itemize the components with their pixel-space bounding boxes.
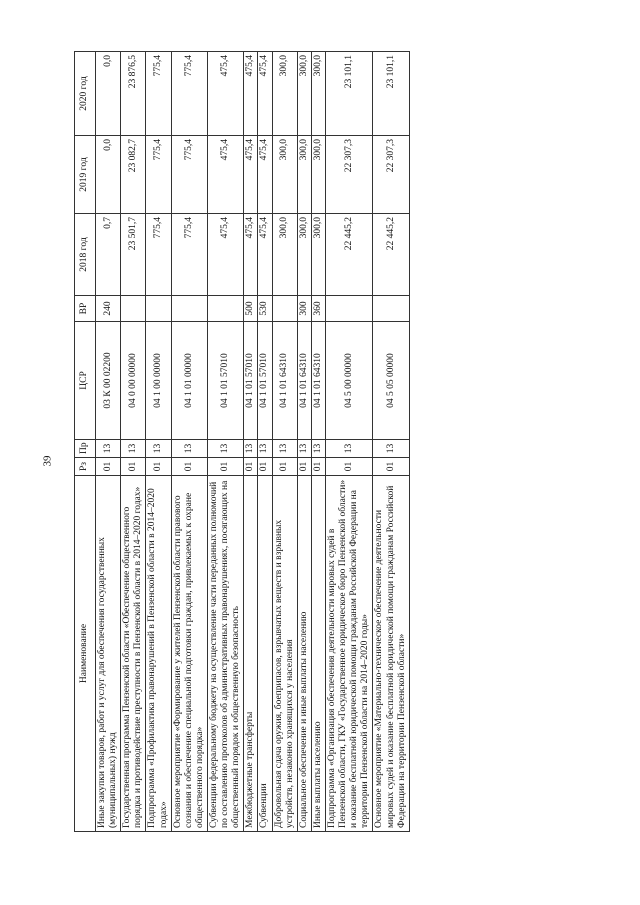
row-2019: 775,4 (171, 136, 207, 214)
row-vr (121, 296, 146, 322)
row-2020: 23 101,1 (325, 52, 372, 136)
table-row (311, 52, 325, 832)
row-2020: 300,0 (311, 52, 325, 136)
row-name: Иные выплаты населению (311, 476, 325, 832)
row-2020: 475,4 (244, 52, 258, 136)
row-2018: 22 445,2 (325, 214, 372, 296)
row-2018: 475,4 (244, 214, 258, 296)
row-2018: 475,4 (258, 214, 272, 296)
table-header-row (75, 52, 96, 832)
column-header-pr: Пр (75, 440, 96, 458)
row-pr: 13 (121, 440, 146, 458)
row-2020: 475,4 (207, 52, 243, 136)
row-2020: 23 101,1 (373, 52, 409, 136)
row-pr: 13 (207, 440, 243, 458)
row-2019: 300,0 (311, 136, 325, 214)
row-csr: 04 1 01 64310 (311, 322, 325, 440)
row-2019: 475,4 (207, 136, 243, 214)
row-csr: 04 1 01 57010 (207, 322, 243, 440)
row-vr: 300 (297, 296, 311, 322)
table-row (244, 52, 258, 832)
row-csr: 04 1 01 00000 (171, 322, 207, 440)
row-csr: 04 0 00 00000 (121, 322, 146, 440)
row-2018: 22 445,2 (373, 214, 409, 296)
row-pr: 13 (325, 440, 372, 458)
row-vr: 500 (244, 296, 258, 322)
row-vr: 360 (311, 296, 325, 322)
row-pr: 13 (373, 440, 409, 458)
row-csr: 03 К 00 02200 (96, 322, 121, 440)
row-csr: 04 1 01 57010 (244, 322, 258, 440)
row-2019: 300,0 (272, 136, 297, 214)
table-row (146, 52, 171, 832)
row-vr (325, 296, 372, 322)
budget-table (74, 51, 410, 832)
row-csr: 04 5 05 00000 (373, 322, 409, 440)
row-rz: 01 (171, 458, 207, 476)
row-csr: 04 5 00 00000 (325, 322, 372, 440)
row-name: Подпрограмма «Профилактика правонарушений в Пензенской области в 2014–2020 годах» (146, 476, 171, 832)
row-pr: 13 (146, 440, 171, 458)
row-pr: 13 (96, 440, 121, 458)
row-2019: 23 082,7 (121, 136, 146, 214)
row-2020: 775,4 (146, 52, 171, 136)
row-rz: 01 (325, 458, 372, 476)
row-2018: 775,4 (146, 214, 171, 296)
row-rz: 01 (258, 458, 272, 476)
row-pr: 13 (171, 440, 207, 458)
row-name: Иные закупки товаров, работ и услуг для обеспечения государственных (муниципальных) нужд (96, 476, 121, 832)
row-rz: 01 (244, 458, 258, 476)
row-2020: 300,0 (272, 52, 297, 136)
row-pr: 13 (258, 440, 272, 458)
row-2018: 300,0 (297, 214, 311, 296)
row-2019: 475,4 (244, 136, 258, 214)
row-2019: 22 307,3 (373, 136, 409, 214)
row-vr (171, 296, 207, 322)
row-pr: 13 (244, 440, 258, 458)
row-2018: 300,0 (272, 214, 297, 296)
row-2018: 775,4 (171, 214, 207, 296)
row-rz: 01 (297, 458, 311, 476)
row-name: Социальное обеспечение и иные выплаты населению (297, 476, 311, 832)
row-2019: 0,0 (96, 136, 121, 214)
row-name: Субвенции федеральному бюджету на осуществление части переданных полномочий по составлению протоколов об административных правонарушениях, посягающих на общественный порядок и общественную безопасность (207, 476, 243, 832)
row-2019: 22 307,3 (325, 136, 372, 214)
column-header-vr: ВР (75, 296, 96, 322)
column-header-name: Наименование (75, 476, 96, 832)
row-name: Основное мероприятие «Материально-техническое обеспечение деятельности мировых судей и оказание бесплатной юридической помощи гражданам Российской Федерации на территории Пензенской области» (373, 476, 409, 832)
column-header-rz: Рз (75, 458, 96, 476)
row-rz: 01 (146, 458, 171, 476)
row-csr: 04 1 01 57010 (258, 322, 272, 440)
row-name: Добровольная сдача оружия, боеприпасов, взрывчатых веществ и взрывных устройств, незаконно хранящихся у населения (272, 476, 297, 832)
row-2018: 0,7 (96, 214, 121, 296)
row-2018: 300,0 (311, 214, 325, 296)
row-vr (272, 296, 297, 322)
table-row (96, 52, 121, 832)
table-row (325, 52, 372, 832)
row-rz: 01 (121, 458, 146, 476)
row-2020: 300,0 (297, 52, 311, 136)
row-csr: 04 1 00 00000 (146, 322, 171, 440)
page-number: 39 (41, 455, 54, 467)
row-name: Основное мероприятие «Формирование у жителей Пензенской области правового сознания и обеспечение специальной подготовки граждан, привлекаемых к охране общественного порядка» (171, 476, 207, 832)
row-vr: 240 (96, 296, 121, 322)
row-name: Субвенции (258, 476, 272, 832)
row-2020: 23 876,5 (121, 52, 146, 136)
table-row (207, 52, 243, 832)
row-rz: 01 (311, 458, 325, 476)
table-row (258, 52, 272, 832)
table-row (121, 52, 146, 832)
row-pr: 13 (297, 440, 311, 458)
table-row (171, 52, 207, 832)
row-2018: 23 501,7 (121, 214, 146, 296)
row-2019: 300,0 (297, 136, 311, 214)
row-vr (373, 296, 409, 322)
row-rz: 01 (96, 458, 121, 476)
rotated-page-content (74, 52, 538, 832)
column-header-2018: 2018 год (75, 214, 96, 296)
row-vr: 530 (258, 296, 272, 322)
row-2019: 775,4 (146, 136, 171, 214)
row-2020: 475,4 (258, 52, 272, 136)
row-name: Межбюджетные трансферты (244, 476, 258, 832)
row-pr: 13 (311, 440, 325, 458)
row-rz: 01 (272, 458, 297, 476)
row-pr: 13 (272, 440, 297, 458)
column-header-csr: ЦСР (75, 322, 96, 440)
row-csr: 04 1 01 64310 (272, 322, 297, 440)
row-2020: 775,4 (171, 52, 207, 136)
column-header-2019: 2019 год (75, 136, 96, 214)
row-2020: 0,0 (96, 52, 121, 136)
row-vr (207, 296, 243, 322)
row-name: Подпрограмма «Организация обеспечения деятельности мировых судей в Пензенской области, ГКУ «Государственное юридическое бюро Пензенской области» и оказание бесплатной юридической помощи гражданам Российской Федерации на территории Пензенской области на 2014–2020 годы» (325, 476, 372, 832)
table-row (297, 52, 311, 832)
row-2019: 475,4 (258, 136, 272, 214)
row-name: Государственная программа Пензенской области «Обеспечение общественного порядка и противодействие преступности в Пензенской области в 2014–2020 годах» (121, 476, 146, 832)
row-vr (146, 296, 171, 322)
row-2018: 475,4 (207, 214, 243, 296)
column-header-2020: 2020 год (75, 52, 96, 136)
row-rz: 01 (373, 458, 409, 476)
table-row (272, 52, 297, 832)
row-csr: 04 1 01 64310 (297, 322, 311, 440)
table-row (373, 52, 409, 832)
row-rz: 01 (207, 458, 243, 476)
